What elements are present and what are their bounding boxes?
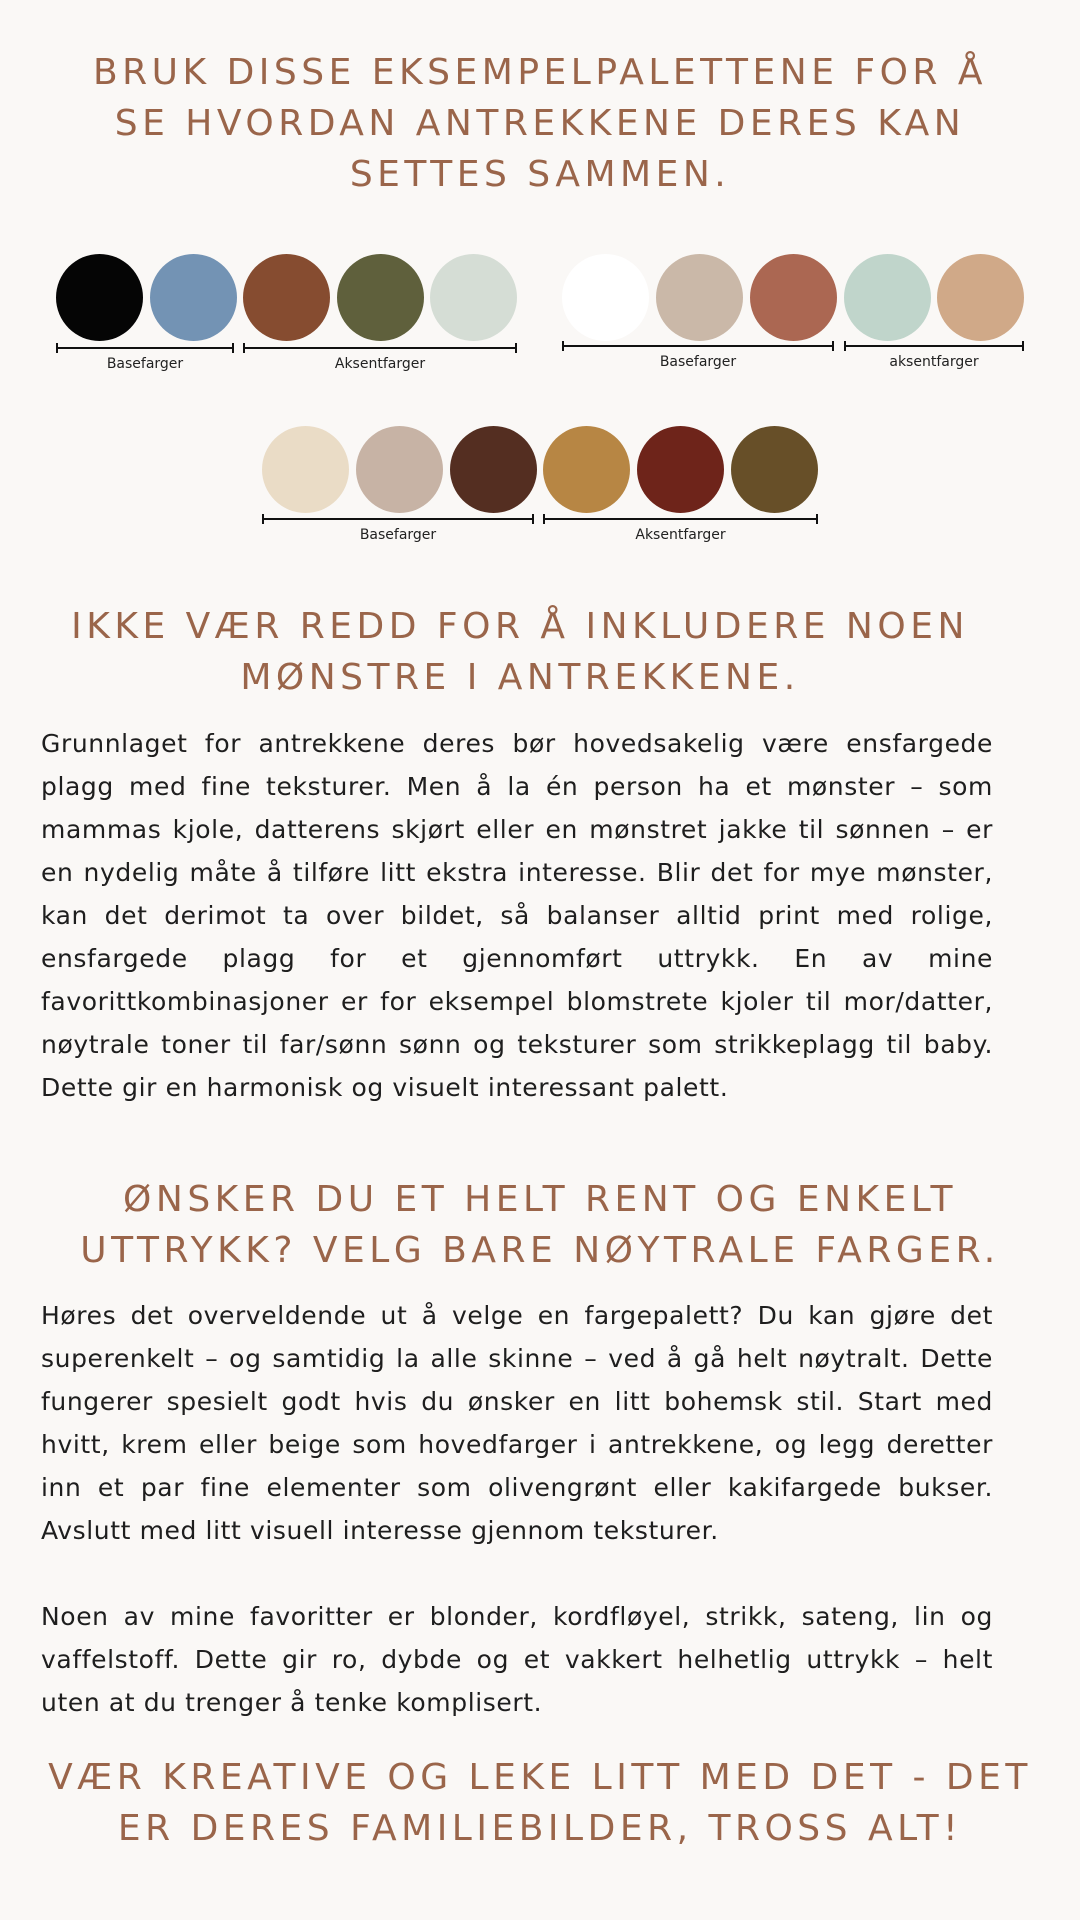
palette-3-swatch (356, 426, 443, 513)
palette-3-swatch (450, 426, 537, 513)
palette-3-swatch (543, 426, 630, 513)
palette-3-bracket-accent (543, 518, 818, 520)
palette-3-label-accent: Aksentfarger (635, 527, 726, 543)
palette-2 (0, 250, 1080, 380)
palette-2-bracket-accent (844, 345, 1024, 347)
paragraph-textures: Noen av mine favoritter er blonder, kordfløyel, strikk, sateng, lin og vaffelstoff. Dette gir ro, dybde og et vakkert helhetlig uttrykk – helt uten at du trenger å tenke komplisert. (41, 1602, 993, 1717)
palette-2-label-accent: aksentfarger (889, 354, 979, 370)
paragraph-patterns: Grunnlaget for antrekkene deres bør hovedsakelig være ensfargede plagg med fine teksturer. Men å la én person ha et mønster – som mammas kjole, datterens skjørt eller en mønstret jakke til sønnen – er en nydelig måte å tilføre litt ekstra interesse. Blir det for mye mønster, kan det derimot ta over bildet, så balanser alltid print med rolige, ensfargede plagg for et gjennomført uttrykk. En av mine favorittkombinasjoner er for eksempel blomstrete kjoler til mor/datter, nøytrale toner til far/sønn sønn og teksturer som strikkeplagg til baby. Dette gir en harmonisk og visuelt interessant palett. (41, 729, 993, 1102)
palette-2-swatch (750, 254, 837, 341)
palette-1-label-base: Basefarger (106, 356, 184, 372)
palette-2-swatch (656, 254, 743, 341)
heading-patterns: IKKE VÆR REDD FOR Å INKLUDERE NOEN MØNSTRE I ANTREKKENE. (71, 606, 969, 698)
heading-example-palettes: BRUK DISSE EKSEMPELPALETTENE FOR Å SE HVORDAN ANTREKKENE DERES KAN SETTES SAMMEN. (92, 52, 988, 195)
palette-3-label-base: Basefarger (359, 527, 437, 543)
palette-3-swatch (731, 426, 818, 513)
palette-2-bracket-base (562, 345, 834, 347)
palette-3-swatch (262, 426, 349, 513)
palette-1-label-accent: Aksentfarger (334, 356, 426, 372)
heading-be-creative: VÆR KREATIVE OG LEKE LITT MED DET - DET ER DERES FAMILIEBILDER, TROSS ALT! (48, 1757, 1032, 1849)
palette-3-bracket-base (262, 518, 534, 520)
heading-neutral: ØNSKER DU ET HELT RENT OG ENKELT UTTRYKK? VELG BARE NØYTRALE FARGER. (80, 1179, 1000, 1271)
palette-2-swatch (562, 254, 649, 341)
palette-2-swatch (937, 254, 1024, 341)
palette-3 (0, 422, 1080, 552)
palette-2-label-base: Basefarger (659, 354, 737, 370)
palette-3-swatch (637, 426, 724, 513)
palette-2-swatch (844, 254, 931, 341)
paragraph-neutral: Høres det overveldende ut å velge en fargepalett? Du kan gjøre det superenkelt – og samtidig la alle skinne – ved å gå helt nøytralt. Dette fungerer spesielt godt hvis du ønsker en litt bohemsk stil. Start med hvitt, krem eller beige som hovedfarger i antrekkene, og legg deretter inn et par fine elementer som olivengrønt eller kakifargede bukser. Avslutt med litt visuell interesse gjennom teksturer. (41, 1301, 993, 1545)
